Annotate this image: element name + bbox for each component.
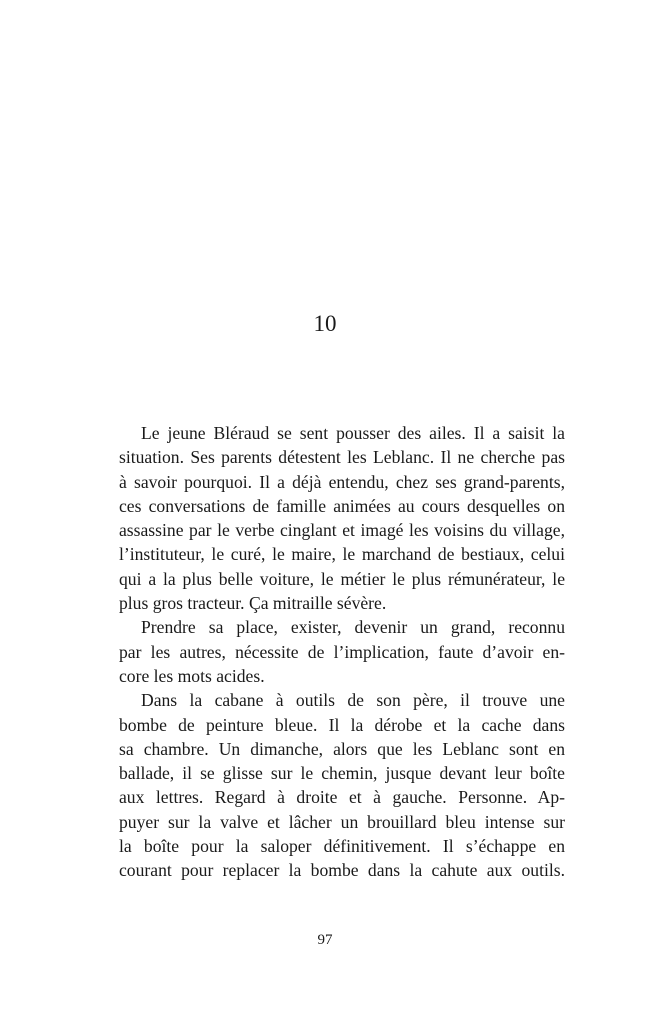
paragraph-line: ces conversations de famille animées au cours desquelles on (119, 495, 565, 516)
paragraph-line: situation. Ses parents détestent les Leblanc. Il ne cherche pas (119, 447, 565, 468)
paragraph-line: ballade, il se glisse sur le chemin, jusque devant leur boîte (119, 763, 565, 784)
paragraph-line: l’instituteur, le curé, le maire, le marchand de bestiaux, celui (119, 544, 565, 565)
paragraph-line: bombe de peinture bleue. Il la dérobe et la cache dans (119, 714, 565, 735)
paragraph-line: à savoir pourquoi. Il a déjà entendu, chez ses grand-parents, (119, 471, 565, 492)
paragraph-line: Le jeune Bléraud se sent pousser des ailes. Il a saisit la (141, 423, 565, 443)
page-number: 97 (317, 932, 333, 948)
paragraph-line: la boîte pour la saloper définitivement. Il s’échappe en (119, 836, 565, 857)
paragraph-line: assassine par le verbe cinglant et imagé les voisins du village, (119, 520, 565, 541)
chapter-number: 10 (313, 311, 337, 336)
paragraph-line: puyer sur la valve et lâcher un brouillard bleu intense sur (119, 811, 565, 832)
paragraph-line: par les autres, nécessite de l’implication, faute d’avoir en- (119, 641, 565, 662)
paragraph-line: Prendre sa place, exister, devenir un grand, reconnu (141, 617, 565, 638)
paragraph-line: sa chambre. Un dimanche, alors que les Leblanc sont en (119, 738, 565, 759)
paragraph-line: core les mots acides. (119, 665, 265, 686)
paragraph-line: qui a la plus belle voiture, le métier le plus rémunérateur, le (119, 568, 565, 589)
paragraph-line: Dans la cabane à outils de son père, il trouve une (141, 690, 565, 711)
paragraph-line: courant pour replacer la bombe dans la cahute aux outils. (119, 860, 565, 881)
paragraph-line: aux lettres. Regard à droite et à gauche. Personne. Ap- (119, 787, 565, 808)
body-text (119, 421, 565, 883)
paragraph-line: plus gros tracteur. Ça mitraille sévère. (119, 593, 387, 614)
